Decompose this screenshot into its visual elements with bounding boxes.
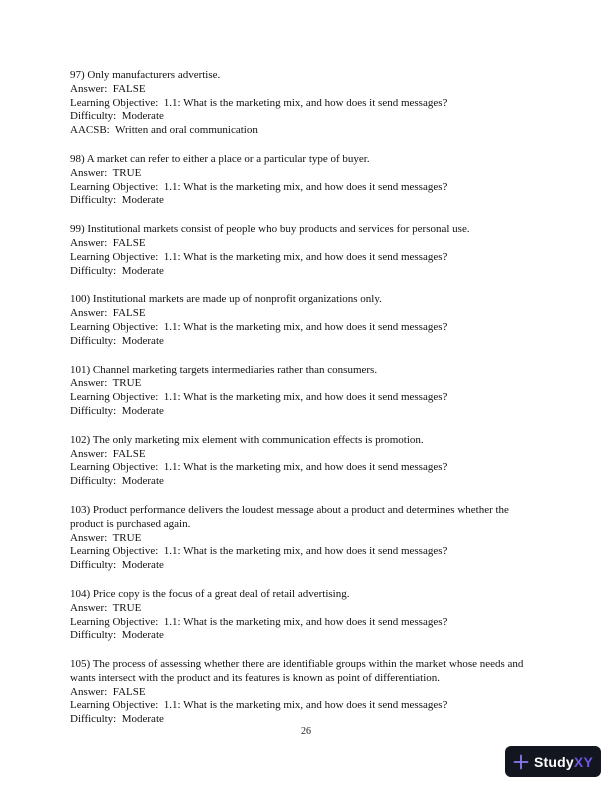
question-block [70, 293, 544, 348]
answer-line: Answer: FALSE [70, 685, 146, 698]
question-text: 100) Institutional markets are made up of nonprofit organizations only. [70, 293, 382, 306]
question-text: 97) Only manufacturers advertise. [70, 69, 221, 81]
plus-icon [513, 754, 529, 770]
question-block [70, 223, 544, 278]
difficulty-line: Difficulty: Moderate [70, 559, 164, 572]
answer-line: Answer: FALSE [70, 447, 146, 460]
learning-objective-line: Learning Objective: 1.1: What is the marketing mix, and how does it send messages? [70, 320, 448, 333]
difficulty-line: Difficulty: Moderate [70, 404, 164, 417]
question-text: 98) A market can refer to either a place or a particular type of buyer. [70, 152, 370, 165]
question-block [70, 504, 544, 573]
difficulty-line: Difficulty: Moderate [70, 713, 164, 726]
page-number: 26 [301, 726, 311, 737]
question-block [70, 658, 544, 727]
question-text: 99) Institutional markets consist of people who buy products and services for personal use. [70, 223, 470, 236]
logo-text-study: Study [534, 753, 574, 770]
answer-line: Answer: TRUE [70, 531, 142, 544]
learning-objective-line: Learning Objective: 1.1: What is the marketing mix, and how does it send messages? [70, 180, 448, 193]
answer-line: Answer: TRUE [70, 166, 142, 179]
learning-objective-line: Learning Objective: 1.1: What is the marketing mix, and how does it send messages? [70, 391, 448, 404]
answer-line: Answer: FALSE [70, 82, 146, 95]
question-block [70, 434, 544, 489]
difficulty-line: Difficulty: Moderate [70, 264, 164, 277]
learning-objective-line: Learning Objective: 1.1: What is the marketing mix, and how does it send messages? [70, 699, 448, 712]
question-block [70, 364, 544, 419]
question-text: 102) The only marketing mix element with communication effects is promotion. [70, 433, 424, 446]
questions-list [70, 69, 544, 742]
difficulty-line: Difficulty: Moderate [70, 475, 164, 488]
question-block [70, 69, 544, 138]
difficulty-line: Difficulty: Moderate [70, 110, 164, 123]
aacsb-line: AACSB: Written and oral communication [70, 124, 258, 137]
question-text: 103) Product performance delivers the loudest message about a product and determines whether the product is purchased again. [70, 503, 512, 530]
difficulty-line: Difficulty: Moderate [70, 629, 164, 642]
logo-brand-text [534, 754, 593, 770]
difficulty-line: Difficulty: Moderate [70, 194, 164, 207]
learning-objective-line: Learning Objective: 1.1: What is the marketing mix, and how does it send messages? [70, 615, 448, 628]
answer-line: Answer: FALSE [70, 236, 146, 249]
learning-objective-line: Learning Objective: 1.1: What is the marketing mix, and how does it send messages? [70, 96, 448, 109]
answer-line: Answer: TRUE [70, 601, 142, 614]
question-block [70, 588, 544, 643]
logo-text-xy: XY [573, 753, 593, 770]
question-text: 101) Channel marketing targets intermediaries rather than consumers. [70, 363, 378, 376]
question-text: 105) The process of assessing whether there are identifiable groups within the market whose needs and wants intersect with the product and its features is known as point of differentiation. [70, 658, 527, 684]
question-text: 104) Price copy is the focus of a great deal of retail advertising. [70, 587, 350, 600]
difficulty-line: Difficulty: Moderate [70, 334, 164, 347]
question-block [70, 153, 544, 208]
learning-objective-line: Learning Objective: 1.1: What is the marketing mix, and how does it send messages? [70, 250, 448, 263]
learning-objective-line: Learning Objective: 1.1: What is the marketing mix, and how does it send messages? [70, 545, 448, 558]
studyxy-logo[interactable] [505, 746, 601, 777]
learning-objective-line: Learning Objective: 1.1: What is the marketing mix, and how does it send messages? [70, 461, 448, 474]
answer-line: Answer: FALSE [70, 307, 146, 320]
answer-line: Answer: TRUE [70, 377, 142, 390]
